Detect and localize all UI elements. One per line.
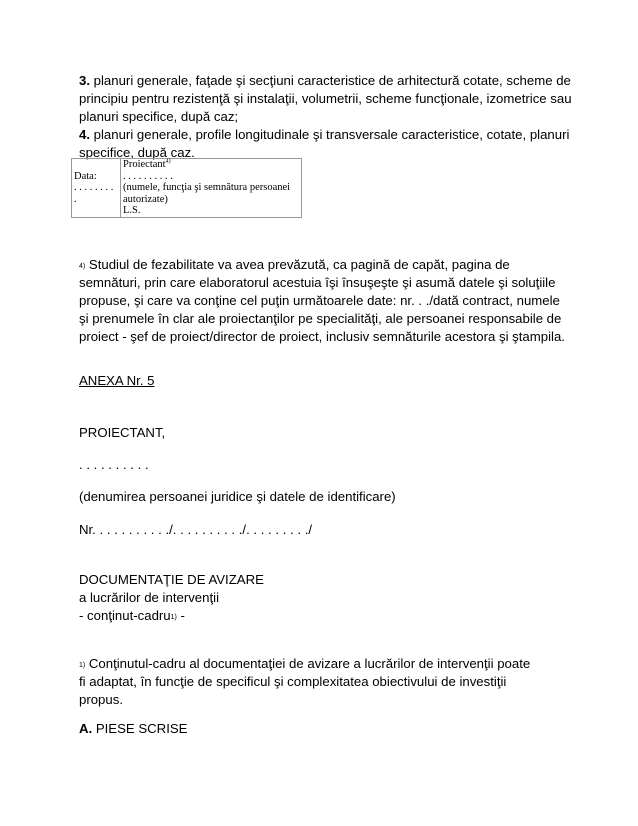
footnote-1-text: Conţinutul-cadru al documentaţiei de avizare a lucrărilor de intervenţii poate fi adaptat, în funcţie de specificul şi complexitatea obiectivului de investiţii propus. [79, 656, 531, 707]
footnote-1-ref: 1) [170, 614, 177, 621]
section-a-text: PIESE SCRISE [92, 721, 188, 736]
documentation-content-note: - conţinut-cadru$^{1)}$ - [79, 608, 185, 623]
item-4-paragraph [79, 126, 579, 162]
date-cell [72, 159, 121, 218]
date-dots: . . . . . . . . . [74, 182, 114, 205]
annex-title: ANEXA Nr. 5 [79, 373, 155, 388]
documentation-title-block [79, 571, 579, 625]
footnote-4-text: Studiul de fezabilitate va avea prevăzută, ca pagină de capăt, pagina de semnături, prin care elaboratorul acestuia îşi însuşeşte şi asumă datele şi soluţiile propuse, şi care va conţine cel puţin următoarele date: nr. . ./dată contract, numele şi prenumele în clar ale proiectanţilor pe specialităţi, ale persoanei responsabile de proiect - şef de proiect/director de proiect, inclusiv semnăturile acestora şi ştampila. [79, 257, 565, 344]
signature-table [71, 158, 302, 218]
designer-description-line: (denumirea persoanei juridice şi datele de identificare) [79, 489, 396, 504]
designer-cell [121, 159, 302, 218]
documentation-title: DOCUMENTAŢIE DE AVIZARE [79, 572, 264, 587]
designer-description: (numele, funcţia şi semnătura persoanei autorizate) [123, 182, 291, 205]
item-3-number: 3. [79, 73, 90, 88]
item-3-paragraph [79, 72, 579, 126]
item-4-number: 4. [79, 127, 90, 142]
registration-number-line: Nr. . . . . . . . . . ./. . . . . . . . . ./. . . . . . . . ./ [79, 522, 313, 537]
item-4-text: planuri generale, profile longitudinale şi transversale caracteristice, cotate, planuri specifice, după caz. [79, 127, 570, 160]
seal-label: L.S. [123, 205, 141, 216]
date-label: Data: [74, 170, 97, 182]
documentation-subtitle: a lucrărilor de intervenţii [79, 590, 219, 605]
designer-dots-line: . . . . . . . . . . [79, 457, 149, 472]
footnote-1-paragraph [79, 655, 539, 709]
section-a-heading [79, 720, 579, 738]
footnote-4-paragraph [79, 256, 569, 346]
designer-heading: PROIECTANT, [79, 425, 166, 440]
item-3-text: planuri generale, faţade şi secţiuni caracteristice de arhitectură cotate, scheme de principiu pentru rezistenţă şi instalaţii, volumetrii, scheme funcţionale, izometrice sau planuri specifice, după caz; [79, 73, 572, 124]
designer-dots: . . . . . . . . . . [123, 170, 173, 182]
designer-footnote-ref: 4) [165, 158, 171, 165]
section-a-letter: A. [79, 721, 93, 736]
designer-label: Proiectant$^{4)}$ [123, 158, 171, 170]
footnote-1-mark: 1) [79, 662, 86, 669]
footnote-4-mark: 4) [79, 263, 86, 270]
